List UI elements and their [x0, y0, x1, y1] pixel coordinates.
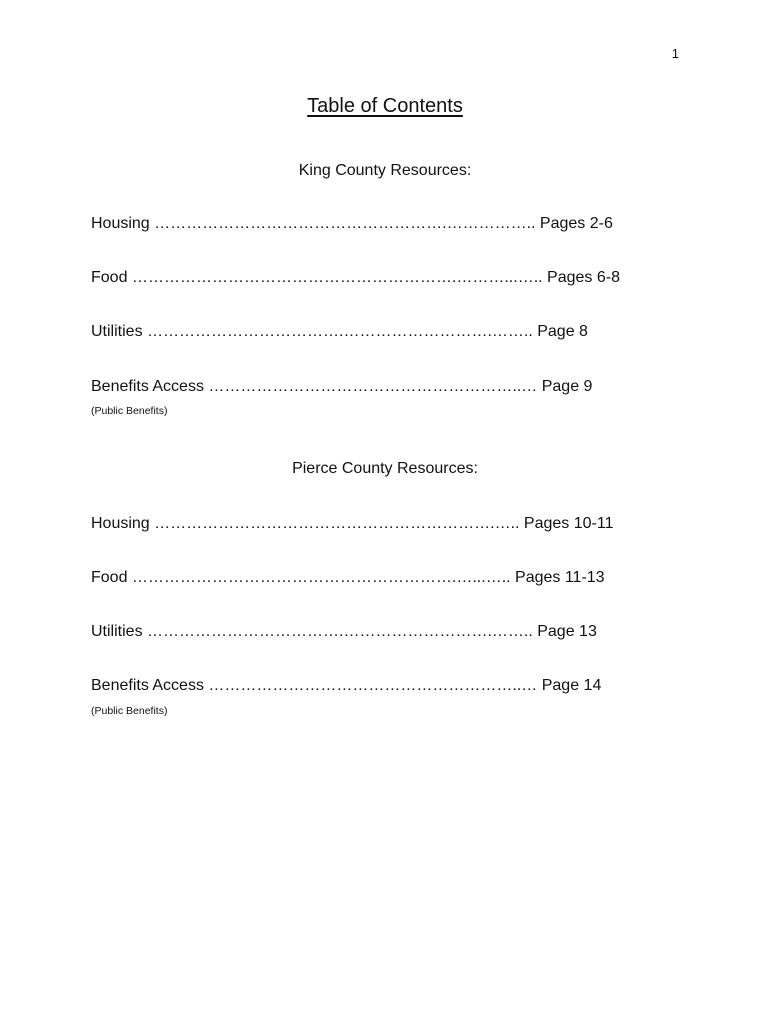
toc-entry-king-utilities: Utilities ……………………………….……………………….…….. Page 8	[91, 323, 588, 340]
page-title: Table of Contents	[307, 95, 463, 117]
toc-entry-pierce-benefits-access: Benefits Access …………………………………………………..… Page 14	[91, 677, 602, 694]
toc-entry-pierce-utilities: Utilities ……………………………….……………………….…….. Page 13	[91, 623, 597, 640]
toc-entry-king-housing: Housing ……………………………………………….…………….. Pages 2-6	[91, 215, 613, 232]
toc-entry-king-benefits-access: Benefits Access …………………………………………………..… Page 9	[91, 378, 593, 395]
toc-entry-king-food: Food …………………………………………………….………...….. Pages 6-8	[91, 269, 620, 286]
toc-note-pierce-public-benefits: (Public Benefits)	[91, 705, 168, 717]
page-number: 1	[671, 46, 679, 61]
section-heading-pierce-county: Pierce County Resources:	[292, 460, 478, 477]
toc-entry-pierce-food: Food …………………………………………………….…...….. Pages 11-13	[91, 569, 605, 586]
toc-entry-pierce-housing: Housing ……………………………………………………….….. Pages 10-11	[91, 515, 614, 532]
section-heading-king-county: King County Resources:	[298, 162, 472, 179]
toc-note-king-public-benefits: (Public Benefits)	[91, 405, 168, 417]
